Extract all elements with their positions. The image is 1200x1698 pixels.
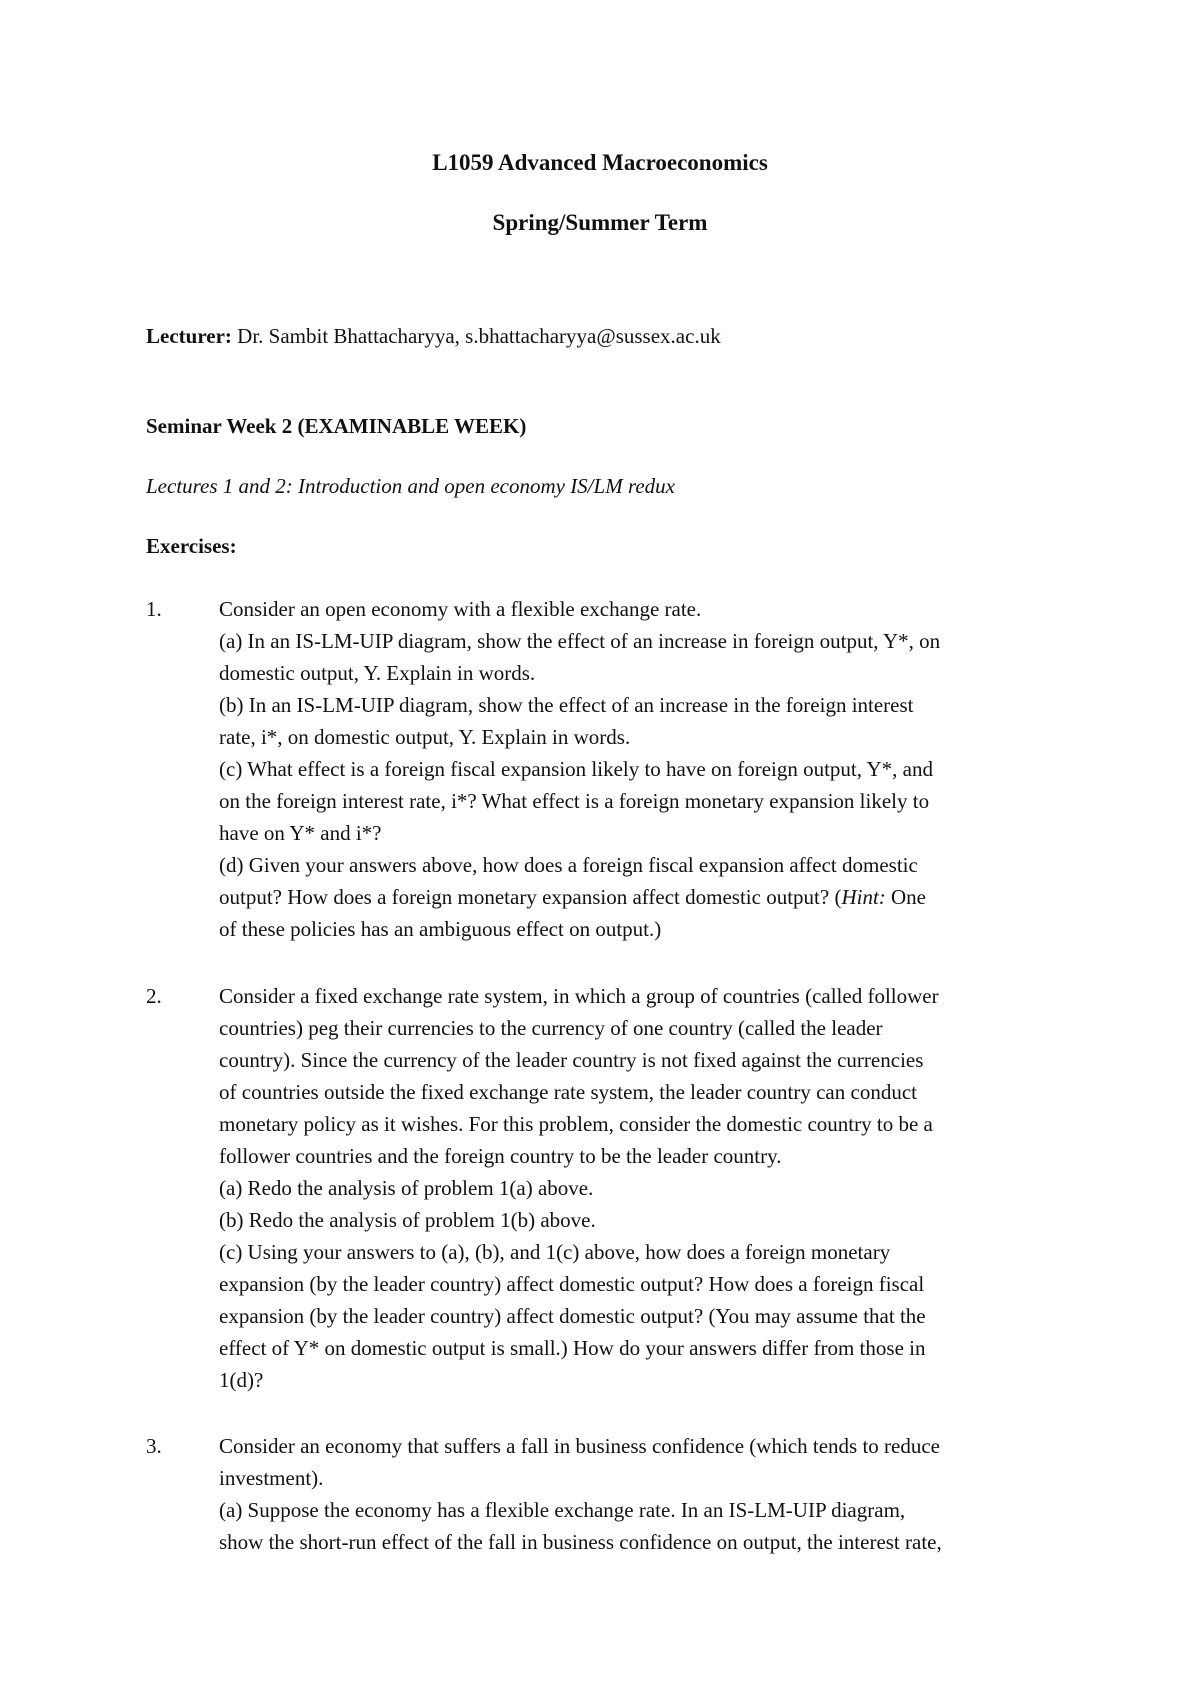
- exercise-line: (a) Suppose the economy has a flexible exchange rate. In an IS-LM-UIP diagram,: [219, 1498, 906, 1522]
- exercise-line: (b) Redo the analysis of problem 1(b) above.: [219, 1208, 596, 1232]
- lecturer-label: Lecturer:: [146, 324, 232, 348]
- exercise-line: 1(d)?: [219, 1368, 264, 1392]
- seminar-heading: Seminar Week 2 (EXAMINABLE WEEK): [146, 414, 527, 438]
- exercise-line: of countries outside the fixed exchange rate system, the leader country can conduct: [219, 1080, 917, 1104]
- exercise-line: show the short-run effect of the fall in business confidence on output, the interest rate,: [219, 1530, 942, 1554]
- exercise-line: have on Y* and i*?: [219, 821, 382, 845]
- exercise-line: Consider an economy that suffers a fall in business confidence (which tends to reduce: [219, 1434, 940, 1458]
- exercise-body: [219, 593, 1074, 945]
- exercise-body: [219, 980, 1074, 1396]
- exercise-body: [219, 1430, 1074, 1558]
- exercises-heading: Exercises:: [146, 534, 237, 558]
- exercise-line: expansion (by the leader country) affect domestic output? How does a foreign fiscal: [219, 1272, 925, 1296]
- course-title: L1059 Advanced Macroeconomics: [432, 150, 768, 175]
- exercise-line: (d) Given your answers above, how does a foreign fiscal expansion affect domestic: [219, 853, 918, 877]
- exercise-line: follower countries and the foreign country to be the leader country.: [219, 1144, 782, 1168]
- exercise-line: investment).: [219, 1466, 324, 1490]
- exercise-line: countries) peg their currencies to the currency of one country (called the leader: [219, 1016, 883, 1040]
- exercise-line: (a) Redo the analysis of problem 1(a) above.: [219, 1176, 594, 1200]
- exercise-line: monetary policy as it wishes. For this problem, consider the domestic country to be a: [219, 1112, 933, 1136]
- lecturer-line: [146, 320, 721, 352]
- exercise-number: 1.: [146, 597, 162, 621]
- hint-tail: One: [885, 885, 927, 909]
- exercise-line: expansion (by the leader country) affect domestic output? (You may assume that the: [219, 1304, 926, 1328]
- exercise-line-with-hint: [219, 881, 1074, 913]
- exercise-line-text: output? How does a foreign monetary expansion affect domestic output? (: [219, 885, 842, 909]
- lecturer-value: Dr. Sambit Bhattacharyya, s.bhattacharyya@sussex.ac.uk: [231, 324, 721, 348]
- exercise-line: Consider an open economy with a flexible exchange rate.: [219, 597, 702, 621]
- exercise-number: 2.: [146, 984, 162, 1008]
- exercise-number: 3.: [146, 1434, 162, 1458]
- exercise-line: (b) In an IS-LM-UIP diagram, show the effect of an increase in the foreign interest: [219, 693, 914, 717]
- lectures-subtitle: Lectures 1 and 2: Introduction and open economy IS/LM redux: [146, 474, 675, 498]
- exercise-line: country). Since the currency of the leader country is not fixed against the currencies: [219, 1048, 924, 1072]
- exercise-line: (a) In an IS-LM-UIP diagram, show the effect of an increase in foreign output, Y*, on: [219, 629, 941, 653]
- exercise-line: effect of Y* on domestic output is small.) How do your answers differ from those in: [219, 1336, 926, 1360]
- exercise-line: (c) Using your answers to (a), (b), and 1(c) above, how does a foreign monetary: [219, 1240, 891, 1264]
- hint-label: Hint:: [841, 885, 886, 909]
- exercise-line: Consider a fixed exchange rate system, in which a group of countries (called follower: [219, 984, 939, 1008]
- term-title: Spring/Summer Term: [492, 210, 708, 235]
- exercise-line: rate, i*, on domestic output, Y. Explain in words.: [219, 725, 631, 749]
- exercise-line: of these policies has an ambiguous effect on output.): [219, 917, 662, 941]
- exercise-line: domestic output, Y. Explain in words.: [219, 661, 536, 685]
- exercise-line: on the foreign interest rate, i*? What effect is a foreign monetary expansion likely to: [219, 789, 930, 813]
- exercise-line: (c) What effect is a foreign fiscal expansion likely to have on foreign output, Y*, and: [219, 757, 933, 781]
